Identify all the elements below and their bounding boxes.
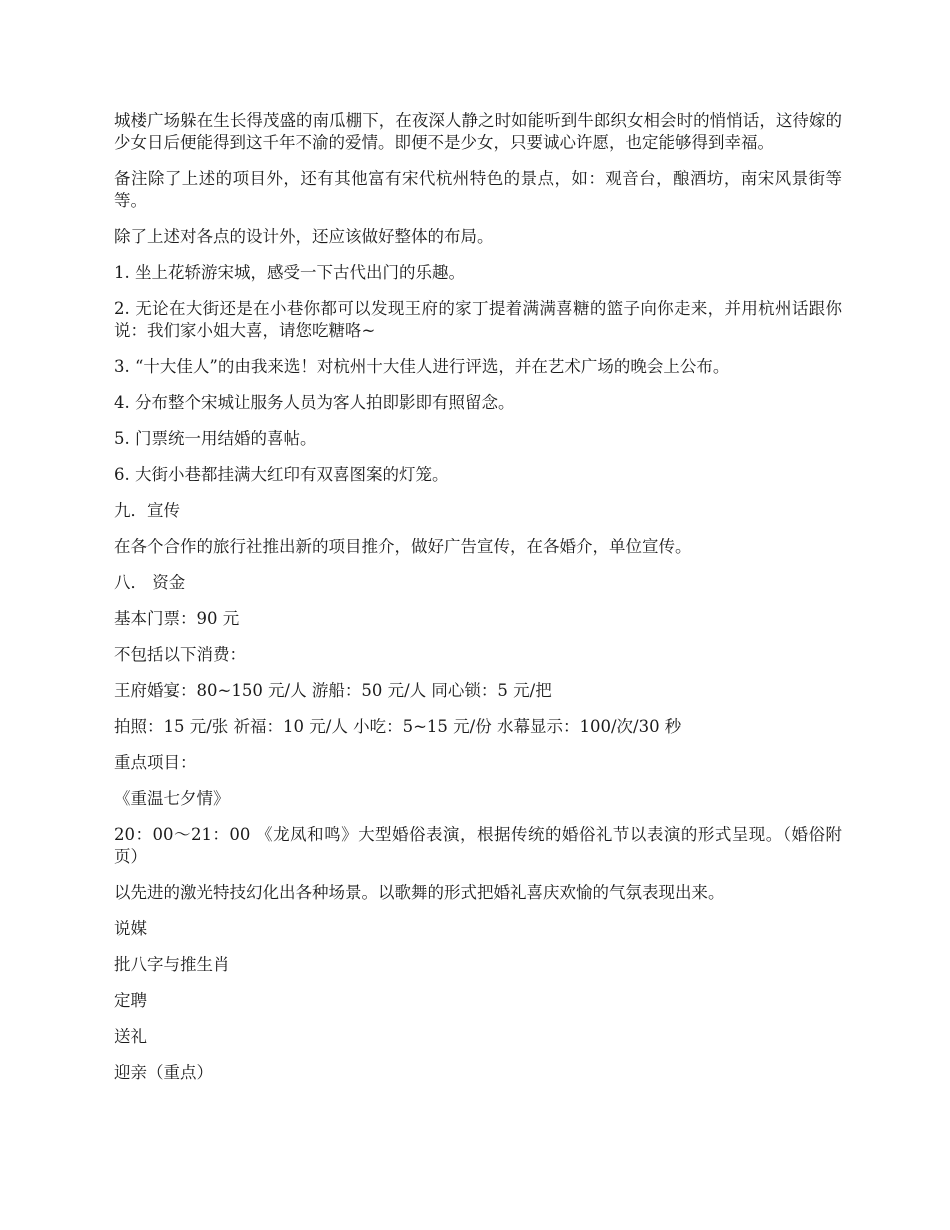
paragraph-prices-line-2: 拍照：15 元/张 祈福：10 元/人 小吃：5~15 元/份 水幕显示：100/次/30 秒: [114, 717, 682, 736]
paragraph-wish-under-melon-shed: 城楼广场躲在生长得茂盛的南瓜棚下，在夜深人静之时如能听到牛郎织女相会时的悄悄话，这待嫁的少女日后便能得到这千年不渝的爱情。即便不是少女，只要诚心许愿，也定能够得到幸福。: [114, 111, 842, 152]
custom-item-betrothal: 定聘: [114, 991, 147, 1010]
paragraph-excluded-costs: 不包括以下消费：: [114, 645, 246, 664]
paragraph-ticket-price: 基本门票：90 元: [114, 609, 240, 628]
paragraph-laser-effects: 以先进的激光特技幻化出各种场景。以歌舞的形式把婚礼喜庆欢愉的气氛表现出来。: [114, 883, 725, 902]
list-item-3: 3. “十大佳人”的由我来选！对杭州十大佳人进行评选，并在艺术广场的晚会上公布。: [114, 357, 730, 376]
list-item-4: 4. 分布整个宋城让服务人员为客人拍即影即有照留念。: [114, 393, 515, 412]
list-item-5: 5. 门票统一用结婚的喜帖。: [114, 429, 317, 448]
paragraph-prices-line-1: 王府婚宴：80~150 元/人 游船：50 元/人 同心锁：5 元/把: [114, 681, 552, 700]
custom-item-horoscope: 批八字与推生肖: [114, 955, 230, 974]
custom-item-matchmaking: 说媒: [114, 919, 147, 938]
paragraph-promotion: 在各个合作的旅行社推出新的项目推介，做好广告宣传，在各婚介，单位宣传。: [114, 537, 692, 556]
list-item-6: 6. 大街小巷都挂满大红印有双喜图案的灯笼。: [114, 465, 449, 484]
paragraph-show-schedule: 20：00～21：00 《龙凤和鸣》大型婚俗表演，根据传统的婚俗礼节以表演的形式呈现。（婚俗附页）: [114, 825, 842, 866]
paragraph-remark-other-sights: 备注除了上述的项目外，还有其他富有宋代杭州特色的景点，如：观音台，酿酒坊，南宋风景街等等。: [114, 169, 842, 210]
paragraph-overall-layout: 除了上述对各点的设计外，还应该做好整体的布局。: [114, 227, 494, 246]
custom-item-welcoming-bride: 迎亲（重点）: [114, 1063, 213, 1082]
list-item-2: 2. 无论在大街还是在小巷你都可以发现王府的家丁提着满满喜糖的篮子向你走来，并用杭州话跟你说：我们家小姐大喜，请您吃糖咯~: [114, 299, 842, 340]
paragraph-project-title: 《重温七夕情》: [114, 789, 230, 808]
custom-item-gifts: 送礼: [114, 1027, 147, 1046]
paragraph-key-projects: 重点项目：: [114, 753, 197, 772]
section-heading-funds: 八． 资金: [114, 573, 186, 592]
document-page: [114, 110, 842, 1098]
section-heading-promotion: 九．宣传: [114, 501, 180, 520]
list-item-1: 1. 坐上花轿游宋城，感受一下古代出门的乐趣。: [114, 263, 465, 282]
